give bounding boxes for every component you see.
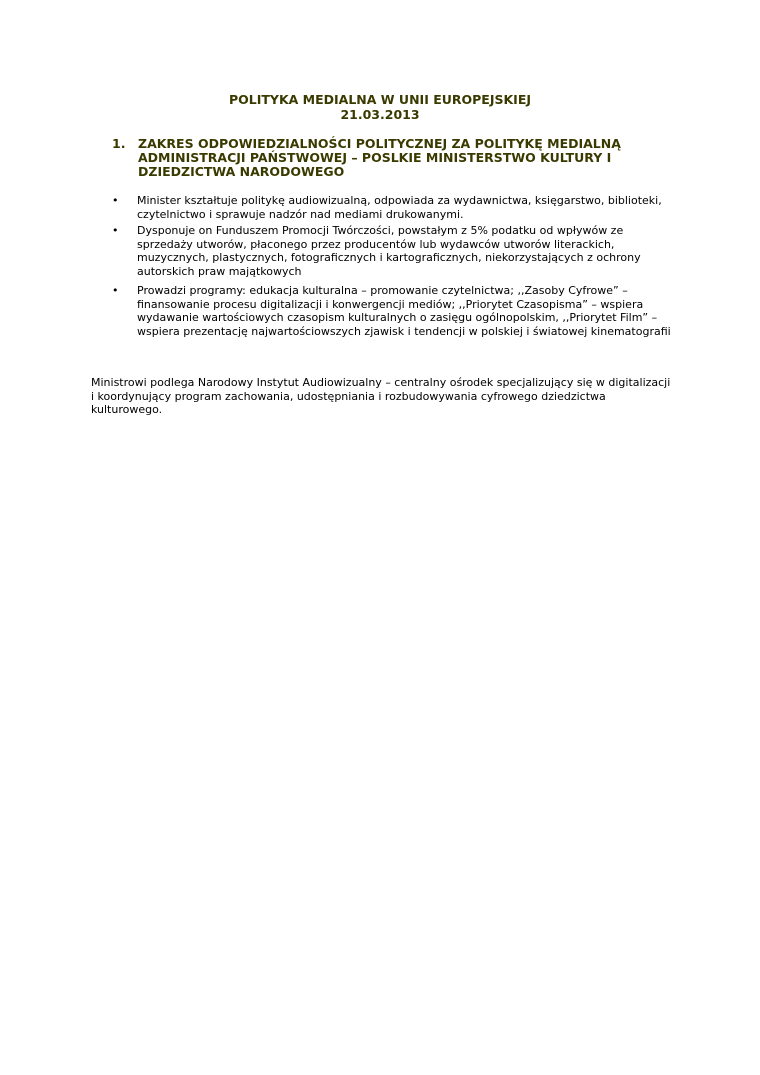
bullet-marker: • bbox=[112, 224, 119, 237]
section-heading-text: ZAKRES ODPOWIEDZIALNOŚCI POLITYCZNEJ ZA POLITYKĘ MEDIALNĄ ADMINISTRACJI PAŃSTWOWEJ – POSLKIE MINISTERSTWO KULTURY I DZIEDZICTWA NARODOWEGO bbox=[138, 136, 621, 179]
bullet-text: Dysponuje on Funduszem Promocji Twórczości, powstałym z 5% podatku od wpływów ze sprzedaży utworów, płaconego przez producentów lub wydawców utworów literackich, muzycznych, plastycznych, fotograficznych i kartograficznych, niekorzystających z ochrony autorskich praw majątkowych bbox=[137, 224, 641, 278]
bullet-marker: • bbox=[112, 284, 119, 297]
list-item bbox=[112, 284, 672, 338]
section-number: 1. bbox=[112, 136, 126, 151]
document-title-block bbox=[90, 92, 670, 122]
bullet-marker: • bbox=[112, 194, 119, 207]
bullet-list bbox=[112, 194, 672, 341]
document-date: 21.03.2013 bbox=[340, 107, 420, 122]
document-title: POLITYKA MEDIALNA W UNII EUROPEJSKIEJ bbox=[228, 92, 532, 107]
list-item bbox=[112, 224, 672, 278]
list-item bbox=[112, 194, 672, 221]
bullet-text: Minister kształtuje politykę audiowizualną, odpowiada za wydawnictwa, księgarstwo, biblioteki, czytelnictwo i sprawuje nadzór nad mediami drukowanymi. bbox=[137, 194, 662, 221]
body-paragraph: Ministrowi podlega Narodowy Instytut Audiowizualny – centralny ośrodek specjalizujący się w digitalizacji i koordynujący program zachowania, udostępniania i rozbudowywania cyfrowego dziedzictwa kulturowego. bbox=[91, 376, 671, 416]
bullet-text: Prowadzi programy: edukacja kulturalna – promowanie czytelnictwa; ,,Zasoby Cyfrowe” – finansowanie procesu digitalizacji i konwergencji mediów; ,,Priorytet Czasopisma” – wspiera wydawanie wartościowych czasopism kulturalnych o zasięgu ogólnopolskim, ,,Priorytet Film” – wspiera prezentację najwartościowszych zjawisk i tendencji w polskiej i światowej kinematografii bbox=[137, 284, 671, 338]
